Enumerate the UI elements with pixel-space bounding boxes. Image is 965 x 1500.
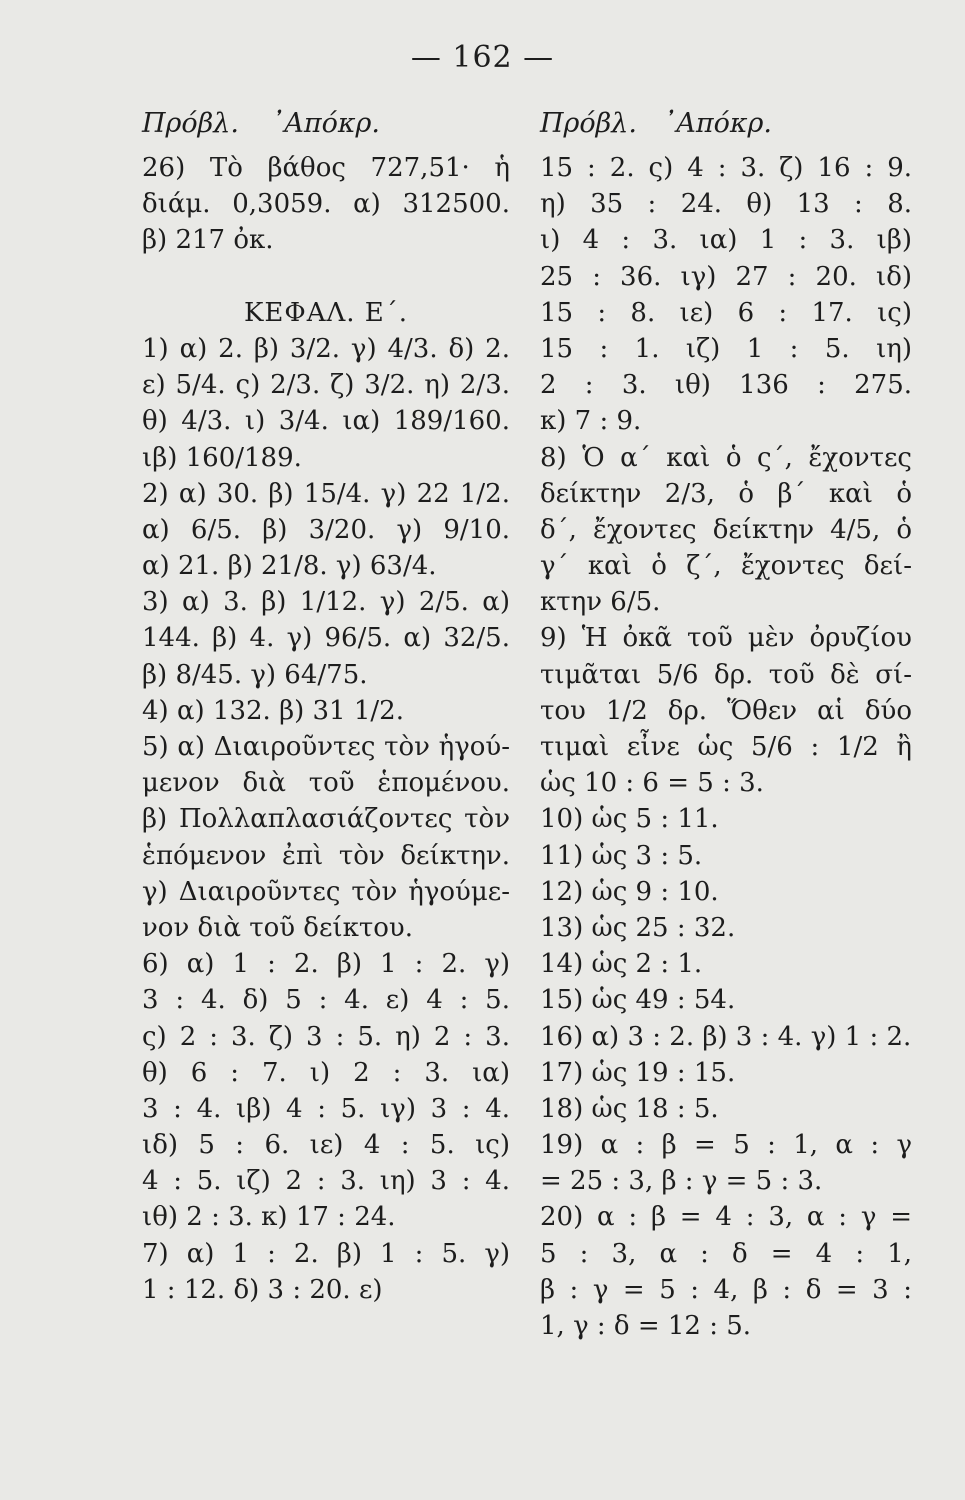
left-column	[142, 108, 510, 1308]
text-line: 8) Ὁ α΄ καὶ ὁ ς΄, ἔχοντες	[540, 442, 912, 473]
text-line: τιμαὶ εἶνε ὡς 5/6 : 1/2 ἢ	[540, 732, 912, 762]
text-line: 5) α) Διαιροῦντες τὸν ἡγού-	[142, 732, 510, 762]
text-line: γ΄ καὶ ὁ ζ΄, ἔχοντες δεί-	[540, 551, 912, 582]
text-line: θ) 4/3. ι) 3/4. ια) 189/160.	[142, 406, 510, 437]
text-line: 2) α) 30. β) 15/4. γ) 22 1/2.	[142, 478, 510, 509]
right-text-block	[540, 150, 912, 1344]
text-line: = 25 : 3, β : γ = 5 : 3.	[540, 1166, 823, 1197]
text-line: ε) 5/4. ς) 2/3. ζ) 3/2. η) 2/3.	[142, 370, 510, 401]
page-number: — 162 —	[410, 40, 555, 75]
text-line: β) 217 ὀκ.	[142, 225, 274, 256]
text-line: ς) 2 : 3. ζ) 3 : 5. η) 2 : 3.	[142, 1021, 510, 1052]
text-line: 4) α) 132. β) 31 1/2.	[142, 695, 404, 726]
text-line: 1, γ : δ = 12 : 5.	[540, 1311, 752, 1341]
text-line: 13) ὡς 25 : 32.	[540, 912, 736, 943]
text-line: ιβ) 160/189.	[142, 442, 302, 473]
text-line: 144. β) 4. γ) 96/5. α) 32/5.	[142, 623, 510, 654]
text-line: 3 : 4. δ) 5 : 4. ε) 4 : 5.	[142, 985, 510, 1016]
text-line: 12) ὡς 9 : 10.	[540, 876, 719, 907]
text-line: ι) 4 : 3. ια) 1 : 3. ιβ)	[540, 225, 912, 256]
text-line: μενον διὰ τοῦ ἑπομένου.	[142, 768, 510, 799]
text-line: κτην 6/5.	[540, 587, 661, 618]
text-line: γ) Διαιροῦντες τὸν ἡγούμε-	[142, 876, 510, 907]
text-line: 3) α) 3. β) 1/12. γ) 2/5. α)	[142, 587, 510, 618]
problem-heading: Πρόβλ.	[540, 108, 637, 139]
right-column	[540, 108, 912, 1344]
text-line: ιδ) 5 : 6. ιε) 4 : 5. ις)	[142, 1130, 510, 1161]
answer-heading: ᾽Απόκρ.	[270, 108, 380, 139]
text-line: 6) α) 1 : 2. β) 1 : 2. γ)	[142, 949, 510, 980]
text-line: νον διὰ τοῦ δείκτου.	[142, 912, 413, 943]
text-line: 5 : 3, α : δ = 4 : 1,	[540, 1238, 912, 1269]
text-line: 18) ὡς 18 : 5.	[540, 1093, 719, 1124]
text-line: ἑπόμενον ἐπὶ τὸν δείκτην.	[142, 840, 510, 871]
problem-heading: Πρόβλ.	[142, 108, 239, 139]
text-line: β) 8/45. γ) 64/75.	[142, 659, 368, 690]
text-line: 15 : 2. ς) 4 : 3. ζ) 16 : 9.	[540, 153, 912, 183]
text-line: ΚΕΦΑΛ. Ε΄.	[243, 297, 409, 328]
text-line: 7) α) 1 : 2. β) 1 : 5. γ)	[142, 1238, 510, 1269]
text-line: β) Πολλαπλασιάζοντες τὸν	[142, 804, 510, 835]
text-line: διάμ. 0,3059. α) 312500.	[142, 189, 510, 220]
text-line: 10) ὡς 5 : 11.	[540, 804, 719, 835]
text-line: ὡς 10 : 6 = 5 : 3.	[540, 768, 764, 799]
left-text-block	[142, 150, 510, 1308]
text-line: α) 6/5. β) 3/20. γ) 9/10.	[142, 514, 510, 545]
text-line: 2 : 3. ιθ) 136 : 275.	[540, 370, 912, 401]
right-column-header	[540, 108, 912, 150]
text-line: 4 : 5. ιζ) 2 : 3. ιη) 3 : 4.	[142, 1166, 510, 1197]
text-line: α) 21. β) 21/8. γ) 63/4.	[142, 551, 437, 582]
text-line: κ) 7 : 9.	[540, 406, 642, 437]
text-line: θ) 6 : 7. ι) 2 : 3. ια)	[142, 1057, 510, 1088]
text-line: 15 : 8. ιε) 6 : 17. ις)	[540, 297, 912, 328]
text-line: 19) α : β = 5 : 1, α : γ	[540, 1130, 912, 1161]
text-line: 15) ὡς 49 : 54.	[540, 985, 736, 1016]
text-line: 1 : 12. δ) 3 : 20. ε)	[142, 1274, 383, 1305]
text-line: 15 : 1. ιζ) 1 : 5. ιη)	[540, 333, 912, 364]
text-line: 20) α : β = 4 : 3, α : γ =	[540, 1202, 912, 1233]
left-column-header	[142, 108, 510, 150]
blank-line	[142, 259, 510, 295]
text-line: 16) α) 3 : 2. β) 3 : 4. γ) 1 : 2.	[540, 1021, 912, 1052]
text-line: β : γ = 5 : 4, β : δ = 3 :	[540, 1274, 912, 1305]
text-line: 3 : 4. ιβ) 4 : 5. ιγ) 3 : 4.	[142, 1093, 510, 1124]
text-line: 26) Τὸ βάθος 727,51· ἡ	[142, 153, 510, 183]
text-line: 14) ὡς 2 : 1.	[540, 949, 703, 980]
text-line: ιθ) 2 : 3. κ) 17 : 24.	[142, 1202, 396, 1233]
text-line: δ΄, ἔχοντες δείκτην 4/5, ὁ	[540, 514, 912, 545]
text-line: του 1/2 δρ. Ὅθεν αἱ δύο	[540, 695, 912, 726]
text-line: 9) Ἡ ὀκᾶ τοῦ μὲν ὀρυζίου	[540, 623, 912, 654]
text-line: 1) α) 2. β) 3/2. γ) 4/3. δ) 2.	[142, 333, 510, 364]
answer-heading: ᾽Απόκρ.	[662, 108, 772, 139]
text-line: δείκτην 2/3, ὁ β΄ καὶ ὁ	[540, 478, 912, 509]
text-line: η) 35 : 24. θ) 13 : 8.	[540, 189, 912, 220]
text-line: 11) ὡς 3 : 5.	[540, 840, 703, 871]
text-line: τιμᾶται 5/6 δρ. τοῦ δὲ σί-	[540, 659, 912, 690]
text-line: 17) ὡς 19 : 15.	[540, 1057, 736, 1088]
text-line: 25 : 36. ιγ) 27 : 20. ιδ)	[540, 261, 912, 292]
